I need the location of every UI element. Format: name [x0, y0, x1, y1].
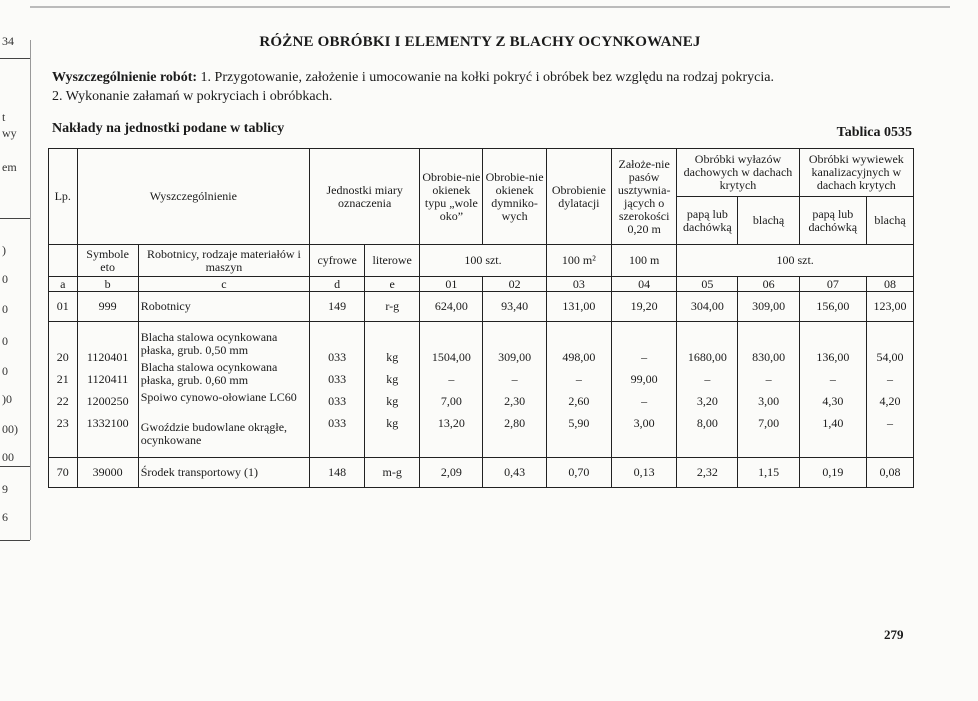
unit-col-03: 100 m²: [546, 245, 611, 277]
cell-value: 3,00: [633, 415, 655, 430]
gutter-text: 6: [2, 510, 8, 524]
index-cell: 06: [738, 277, 799, 292]
cell-value: 8,00: [696, 415, 718, 430]
cell-value: 7,00: [758, 415, 780, 430]
cell-value: 2,09: [420, 458, 483, 488]
gutter-text: 0: [2, 364, 8, 378]
header-col-05: papą lub dachówką: [677, 197, 738, 245]
cell-value: 4,30: [822, 393, 844, 408]
cell-value: –: [886, 371, 893, 386]
materials-col-07: [799, 322, 866, 458]
header-lp: [49, 149, 78, 245]
header-robotnicy: Robotnicy, rodzaje materiałów i maszyn: [138, 245, 309, 277]
index-cell: 08: [866, 277, 913, 292]
cell-value: 0,13: [612, 458, 677, 488]
cell-value: 1680,00: [687, 349, 727, 364]
cell-name: Środek transportowy (1): [138, 458, 309, 488]
header-col-06: blachą: [738, 197, 799, 245]
index-row: [49, 277, 914, 292]
header-col-01: Obrobie-nie okienek typu „wole oko”: [420, 149, 483, 245]
cell-value: 19,20: [612, 292, 677, 322]
gutter-text: 0: [2, 272, 8, 286]
cell-value: 0,19: [799, 458, 866, 488]
materials-lp: [49, 322, 78, 458]
cell-value: 4,20: [879, 393, 901, 408]
cell-literowe: kg: [386, 393, 399, 408]
spec-label: Wyszczególnienie robót:: [52, 70, 198, 85]
cell-cyfrowe: 149: [310, 292, 365, 322]
index-cell: 04: [612, 277, 677, 292]
cell-value: 2,60: [568, 393, 590, 408]
spec-text-1: 1. Przygotowanie, założenie i umocowanie na kołki pokryć i obróbek bez względu na rodzaj pokrycia.: [197, 70, 774, 85]
cell-symbol: 1200250: [86, 393, 129, 408]
header-col-04: Założe-nie pasów usztywnia-jących o szerokości 0,20 m: [612, 149, 677, 245]
materials-col-06: [738, 322, 799, 458]
cell-value: 54,00: [876, 349, 904, 364]
cell-value: –: [765, 371, 772, 386]
header-literowe: literowe: [365, 245, 420, 277]
cell-value: 0,43: [483, 458, 546, 488]
spec-text-2: 2. Wykonanie załamań w pokryciach i obróbkach.: [52, 89, 333, 104]
gutter-text: 0: [2, 334, 8, 348]
cell-value: –: [641, 349, 648, 364]
page-top-edge: [30, 6, 950, 8]
gutter-text: 9: [2, 482, 8, 496]
cell-name: Gwoździe budowlane okrągłe, ocynkowane: [140, 419, 288, 447]
cell-name: Blacha stalowa ocynkowana płaska, grub. 0,60 mm: [140, 359, 278, 387]
cell-value: 13,20: [437, 415, 465, 430]
cell-value: –: [511, 371, 518, 386]
index-cell: 05: [677, 277, 738, 292]
cell-value: 2,32: [677, 458, 738, 488]
materials-col-05: [677, 322, 738, 458]
cell-value: 1504,00: [431, 349, 471, 364]
cell-value: 131,00: [546, 292, 611, 322]
cell-value: –: [575, 371, 582, 386]
gutter-text: em: [2, 160, 17, 174]
header-wywiewki: Obróbki wywiewek kanalizacyjnych w dachach krytych: [799, 149, 913, 197]
cell-cyfrowe: 033: [328, 393, 347, 408]
materials-literowe: [365, 322, 420, 458]
materials-col-03: [546, 322, 611, 458]
cell-symbol: 39000: [77, 458, 138, 488]
cell-value: 498,00: [562, 349, 596, 364]
cell-value: –: [886, 415, 893, 430]
cell-lp: 22: [56, 393, 69, 408]
gutter-rule: [0, 218, 30, 219]
index-cell: b: [77, 277, 138, 292]
norms-table: [48, 148, 914, 488]
cell-literowe: kg: [386, 415, 399, 430]
adjacent-page-edge: [0, 0, 30, 701]
cell-value: 830,00: [752, 349, 786, 364]
page-number: 279: [884, 627, 904, 642]
cell-value: 2,30: [504, 393, 526, 408]
cell-literowe: m-g: [365, 458, 420, 488]
cell-symbol: 1332100: [86, 415, 129, 430]
gutter-text: ): [2, 243, 6, 257]
materials-col-04: [612, 322, 677, 458]
index-cell: c: [138, 277, 309, 292]
gutter-rule: [0, 540, 30, 541]
cell-value: 304,00: [677, 292, 738, 322]
header-jednostki: Jednostki miary oznaczenia: [310, 149, 420, 245]
cell-value: –: [704, 371, 711, 386]
gutter-text: )0: [2, 392, 12, 406]
header-cyfrowe: cyfrowe: [310, 245, 365, 277]
cell-literowe: kg: [386, 349, 399, 364]
index-cell: e: [365, 277, 420, 292]
cell-value: –: [448, 371, 455, 386]
cell-value: 0,08: [866, 458, 913, 488]
header-col-07: papą lub dachówką: [799, 197, 866, 245]
cell-value: 136,00: [816, 349, 850, 364]
cell-name: Spoiwo cynowo-ołowiane LC60: [140, 389, 297, 404]
table-subheader: Nakłady na jednostki podane w tablicy: [52, 121, 285, 136]
materials-symbol: [77, 322, 138, 458]
header-wylazy: Obróbki wyłazów dachowych w dachach krytych: [677, 149, 799, 197]
table-row-robotnicy: [49, 292, 914, 322]
cell-cyfrowe: 148: [310, 458, 365, 488]
gutter-rule: [0, 466, 30, 467]
cell-value: 99,00: [630, 371, 658, 386]
work-specification: [52, 68, 912, 106]
cell-name: Blacha stalowa ocynkowana płaska, grub. 0,50 mm: [140, 329, 278, 357]
materials-cyfrowe: [310, 322, 365, 458]
cell-literowe: kg: [386, 371, 399, 386]
page-title: RÓŻNE OBRÓBKI I ELEMENTY Z BLACHY OCYNKOWANEJ: [259, 34, 701, 50]
cell-value: 1,15: [738, 458, 799, 488]
cell-cyfrowe: 033: [328, 415, 347, 430]
gutter-text: 00: [2, 450, 14, 464]
cell-value: 309,00: [498, 349, 532, 364]
cell-value: 0,70: [546, 458, 611, 488]
materials-col-08: [866, 322, 913, 458]
cell-symbol: 1120401: [86, 349, 129, 364]
cell-lp: 70: [49, 458, 78, 488]
cell-value: 123,00: [866, 292, 913, 322]
unit-col-01-02: 100 szt.: [420, 245, 546, 277]
cell-lp: 20: [56, 349, 69, 364]
page-spine: [30, 40, 31, 540]
header-blank: [49, 245, 78, 277]
cell-value: 3,00: [758, 393, 780, 408]
cell-symbol: 1120411: [87, 371, 129, 386]
materials-names: [138, 322, 309, 458]
cell-cyfrowe: 033: [328, 349, 347, 364]
index-cell: a: [49, 277, 78, 292]
gutter-text: 00): [2, 422, 18, 436]
header-col-03: Obrobienie dylatacji: [546, 149, 611, 245]
gutter-text: 34: [2, 34, 14, 48]
cell-value: 309,00: [738, 292, 799, 322]
unit-col-05-08: 100 szt.: [677, 245, 914, 277]
cell-value: 624,00: [420, 292, 483, 322]
header-col-02: Obrobie-nie okienek dymniko-wych: [483, 149, 546, 245]
cell-name: Robotnicy: [138, 292, 309, 322]
table-number: Tablica 0535: [836, 125, 912, 140]
materials-col-02: [483, 322, 546, 458]
materials-col-01: [420, 322, 483, 458]
cell-value: 1,40: [822, 415, 844, 430]
cell-value: –: [829, 371, 836, 386]
header-lp-text: Lp.: [54, 189, 71, 203]
gutter-rule: [0, 58, 30, 59]
gutter-text: 0: [2, 302, 8, 316]
cell-cyfrowe: 033: [328, 371, 347, 386]
cell-value: 7,00: [440, 393, 462, 408]
index-cell: 07: [799, 277, 866, 292]
unit-col-04: 100 m: [612, 245, 677, 277]
gutter-text: t: [2, 110, 6, 124]
index-cell: 02: [483, 277, 546, 292]
index-cell: 01: [420, 277, 483, 292]
cell-lp: 21: [56, 371, 69, 386]
header-symbole: Symbole eto: [77, 245, 138, 277]
cell-literowe: r-g: [365, 292, 420, 322]
cell-symbol: 999: [77, 292, 138, 322]
gutter-text: wy: [2, 126, 17, 140]
cell-value: –: [641, 393, 648, 408]
index-cell: d: [310, 277, 365, 292]
cell-value: 93,40: [483, 292, 546, 322]
index-cell: 03: [546, 277, 611, 292]
cell-value: 5,90: [568, 415, 590, 430]
table-row-materials: [49, 322, 914, 458]
cell-value: 2,80: [504, 415, 526, 430]
cell-value: 156,00: [799, 292, 866, 322]
cell-value: 3,20: [696, 393, 718, 408]
header-col-08: blachą: [866, 197, 913, 245]
table-row-transport: [49, 458, 914, 488]
cell-lp: 23: [56, 415, 69, 430]
header-wyszczegolnienie: Wyszczególnienie: [77, 149, 310, 245]
cell-lp: 01: [49, 292, 78, 322]
